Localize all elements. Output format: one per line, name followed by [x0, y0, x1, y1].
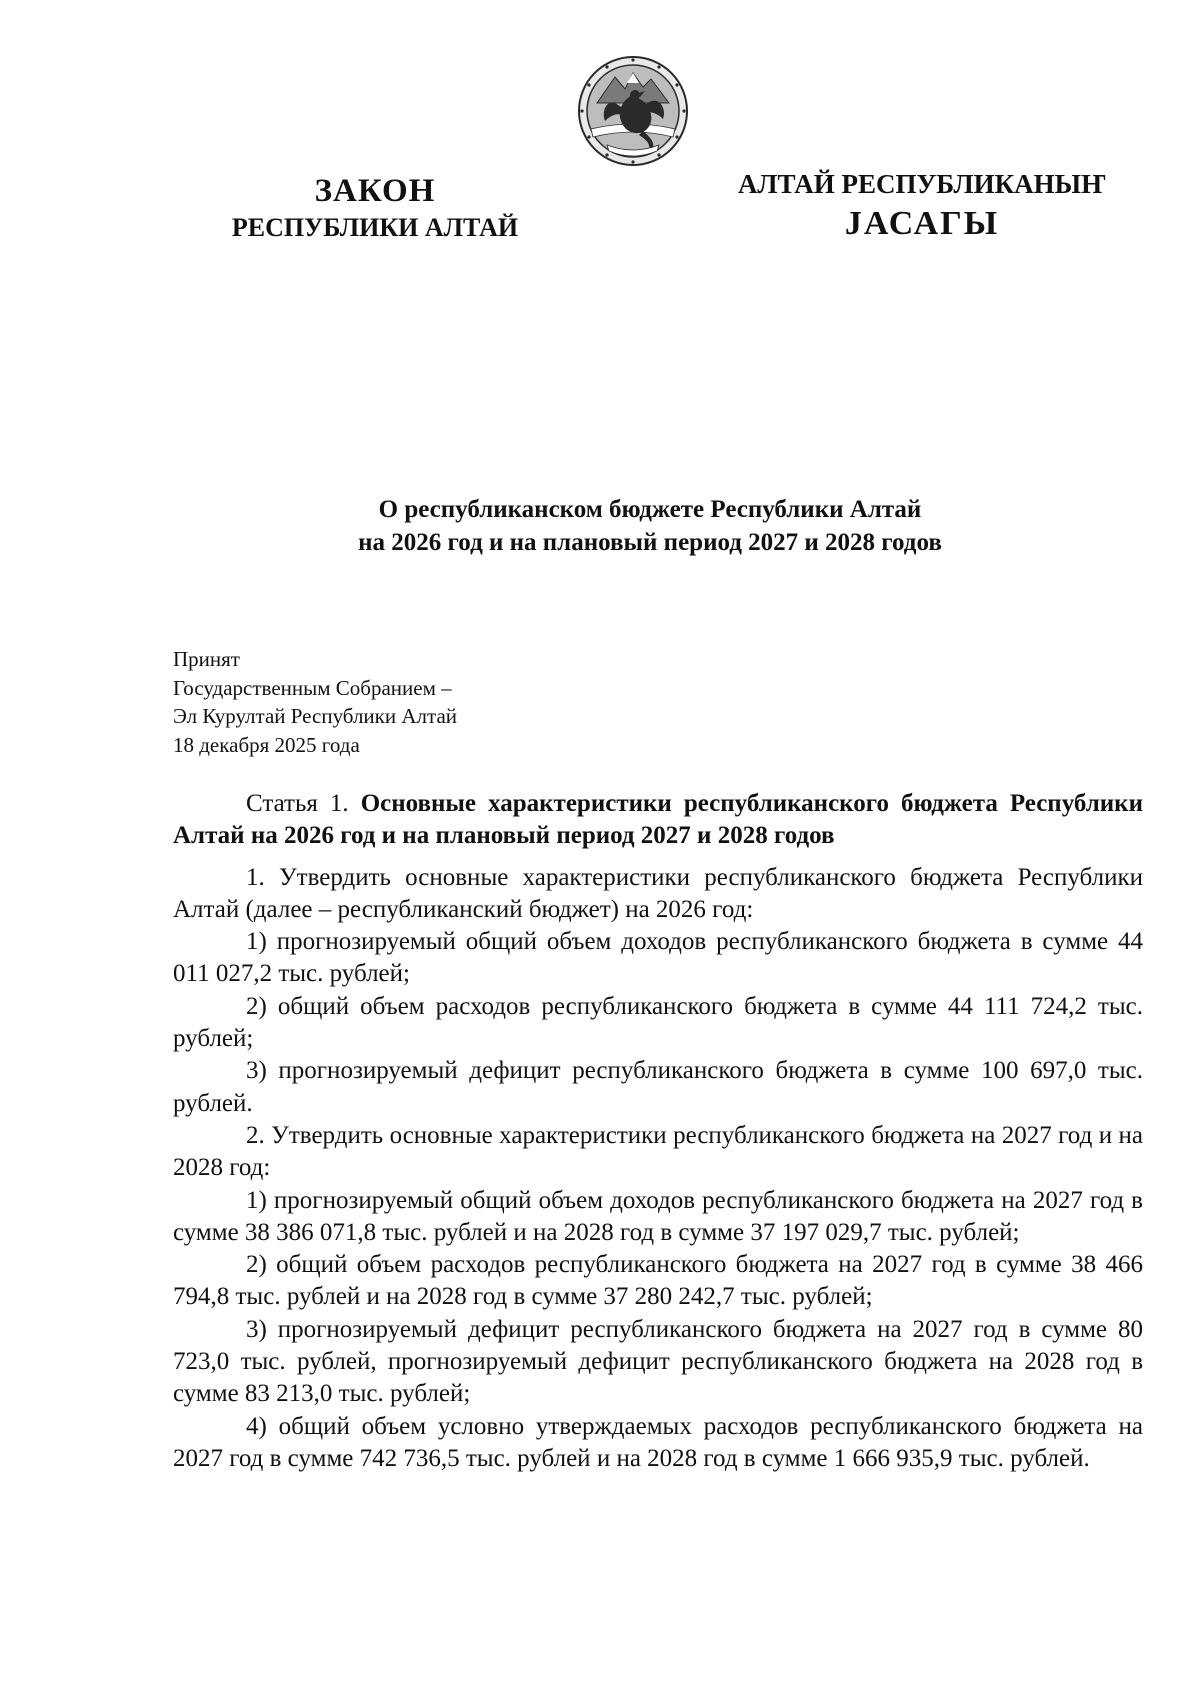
document-title [170, 493, 1130, 559]
adoption-date: 18 декабря 2025 года [173, 732, 360, 757]
law-title-alt: ЈАСАГЫ [844, 205, 1000, 243]
coat-of-arms-emblem [577, 55, 689, 167]
article-1 [173, 788, 1143, 1475]
adoption-line-2: Государственным Собранием – [173, 675, 452, 700]
paragraph: 4) общий объем условно утверждаемых расходов республиканского бюджета на 2027 год в сумме 742 736,5 тыс. рублей и на 2028 год в сумме 1 666 935,9 тыс. рублей. [173, 1412, 1143, 1472]
adoption-line-1: Принят [173, 647, 240, 671]
paragraph: 2) общий объем расходов республиканского бюджета на 2027 год в сумме 38 466 794,8 тыс. рублей и на 2028 год в сумме 37 280 242,7 тыс. рублей; [173, 1251, 1143, 1311]
paragraph: 1. Утвердить основные характеристики республиканского бюджета Республики Алтай (далее – республиканский бюджет) на 2026 год: [173, 863, 1143, 923]
law-title-ru: ЗАКОН [314, 173, 436, 209]
header-left [210, 172, 540, 243]
article-1-heading [173, 788, 1143, 853]
document-title-line-1: О республиканском бюджете Республики Алтай [378, 496, 922, 523]
adoption-line-3: Эл Курултай Республики Алтай [173, 704, 458, 728]
paragraph: 3) прогнозируемый дефицит республиканского бюджета в сумме 100 697,0 тыс. рублей. [173, 1057, 1143, 1117]
paragraph: 1) прогнозируемый общий объем доходов республиканского бюджета на 2027 год в сумме 38 386 071,8 тыс. рублей и на 2028 год в сумме 37 197 029,7 тыс. рублей; [173, 1186, 1143, 1246]
coat-of-arms-icon [577, 55, 689, 167]
article-label: Статья 1. [246, 790, 349, 817]
republic-name-alt: АЛТАЙ РЕСПУБЛИКАНЫҤ [737, 169, 1107, 199]
adoption-block [173, 645, 457, 759]
paragraph: 2. Утвердить основные характеристики республиканского бюджета на 2027 год и на 2028 год: [173, 1121, 1143, 1182]
paragraph: 1) прогнозируемый общий объем доходов республиканского бюджета в сумме 44 011 027,2 тыс. рублей; [173, 928, 1143, 988]
republic-name-ru: РЕСПУБЛИКИ АЛТАЙ [231, 212, 519, 242]
paragraph: 3) прогнозируемый дефицит республиканского бюджета на 2027 год в сумме 80 723,0 тыс. рублей, прогнозируемый дефицит республиканского бюджета на 2028 год в сумме 83 213,0 тыс. рублей; [173, 1315, 1143, 1408]
article-heading-text: Основные характеристики республиканского бюджета Республики Алтай на 2026 год и на плановый период 2027 и 2028 годов [173, 790, 1143, 850]
paragraph: 2) общий объем расходов республиканского бюджета в сумме 44 111 724,2 тыс. рублей; [173, 992, 1143, 1053]
header-right [712, 168, 1132, 245]
document-title-line-2: на 2026 год и на плановый период 2027 и 2028 годов [358, 529, 942, 556]
